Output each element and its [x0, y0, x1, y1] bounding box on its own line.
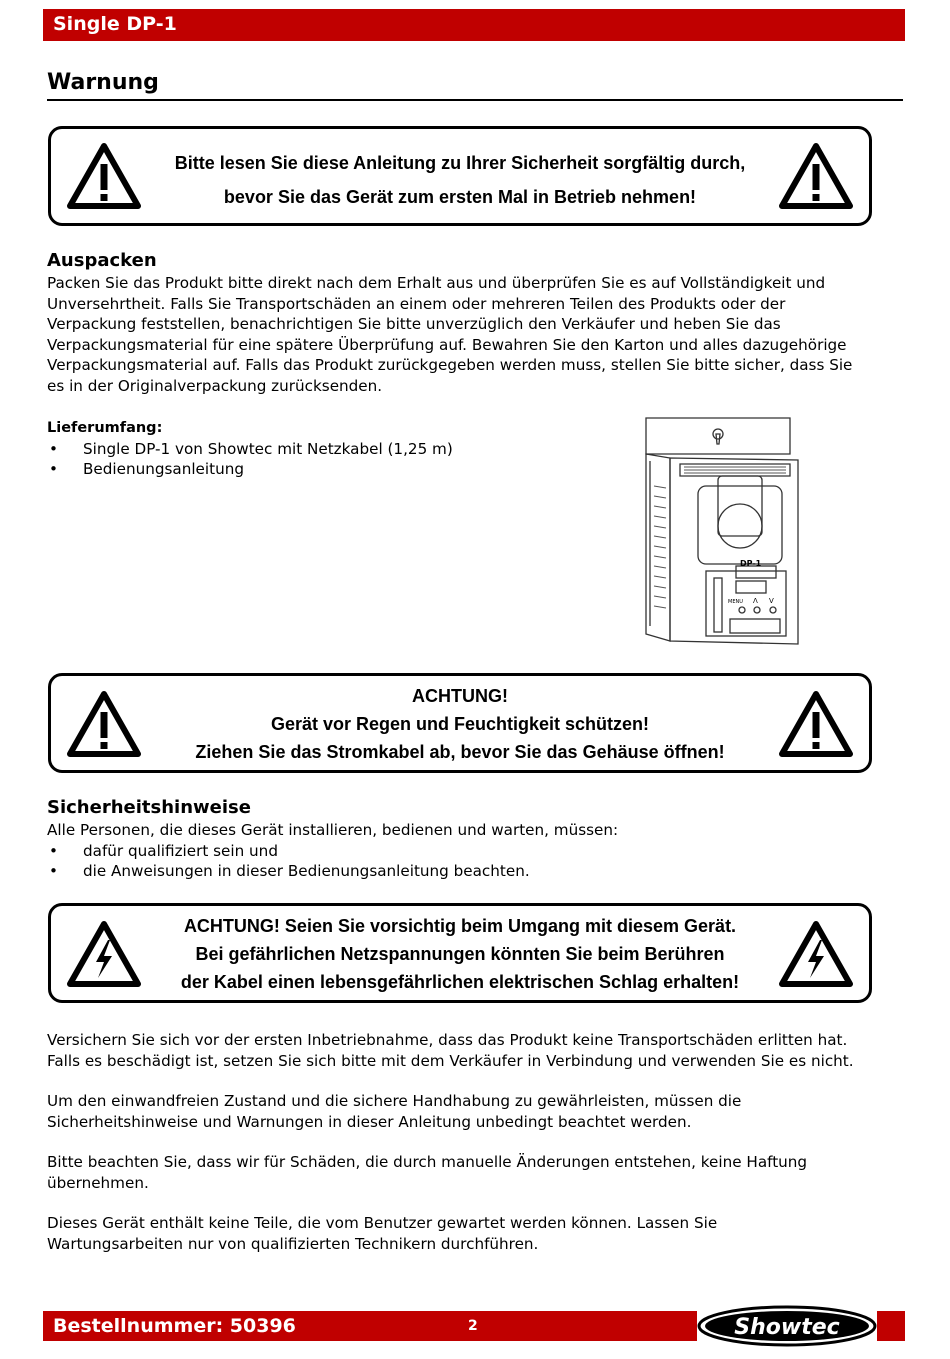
header-title: Single DP-1 [53, 13, 177, 35]
scope-title: Lieferumfang: [47, 420, 163, 436]
paragraph-line: übernehmen. [47, 1173, 149, 1192]
electric-hazard-icon [66, 920, 142, 988]
device-model-label: DP-1 [740, 559, 762, 568]
logo-text: Showtec [734, 1315, 840, 1340]
warning-box-read-manual [48, 126, 872, 226]
paragraph-line: Bitte beachten Sie, dass wir für Schäden, die durch manuelle Änderungen entstehen, keine Haftung [47, 1153, 808, 1171]
warning-triangle-icon [778, 142, 854, 210]
page-number: 2 [468, 1318, 478, 1334]
warning-box-moisture [48, 673, 872, 773]
paragraph-line: Wartungsarbeiten nur von qualifizierten Technikern durchführen. [47, 1234, 539, 1253]
warning-box-electric [48, 903, 872, 1003]
device-down-label: V [769, 597, 774, 605]
electric-hazard-icon [778, 920, 854, 988]
paragraph-line: Sicherheitshinweise und Warnungen in dieser Anleitung unbedingt beachtet werden. [47, 1112, 692, 1131]
paragraph-liability [47, 1152, 907, 1193]
header-bar [43, 9, 905, 41]
section-title: Warnung [47, 70, 159, 95]
unpacking-line: Verpackungsmaterial für eine spätere Überprüfung auf. Bewahren Sie den Karton und alles dazugehörige [47, 335, 847, 354]
safety-title: Sicherheitshinweise [47, 797, 251, 818]
device-menu-label: MENU [728, 599, 743, 605]
list-item: • dafür qualifiziert sein und [47, 841, 618, 862]
unpacking-title: Auspacken [47, 250, 157, 271]
device-illustration [640, 416, 810, 654]
warning-triangle-icon [66, 142, 142, 210]
list-item: • Bedienungsanleitung [47, 459, 453, 480]
warning3-line1: ACHTUNG! Seien Sie vorsichtig beim Umgang mit diesem Gerät. [183, 916, 737, 936]
warning1-line1: Bitte lesen Sie diese Anleitung zu Ihrer Sicherheit sorgfältig durch, [174, 153, 746, 173]
list-item: • die Anweisungen in dieser Bedienungsanleitung beachten. [47, 861, 618, 882]
paragraph-line: Versichern Sie sich vor der ersten Inbetriebnahme, dass das Produkt keine Transportschäden erlitten hat. [47, 1031, 848, 1049]
warning1-line2: bevor Sie das Gerät zum ersten Mal in Betrieb nehmen! [223, 187, 697, 207]
order-number: Bestellnummer: 50396 [53, 1315, 296, 1337]
warning2-line3: Ziehen Sie das Stromkabel ab, bevor Sie das Gehäuse öffnen! [195, 742, 725, 762]
paragraph-line: Falls es beschädigt ist, setzen Sie sich bitte mit dem Verkäufer in Verbindung und verwenden Sie es nicht. [47, 1051, 854, 1070]
unpacking-line: Verpackung feststellen, benachrichtigen Sie bitte unverzüglich den Verkäufer und heben Sie das [47, 315, 781, 334]
showtec-logo [697, 1305, 877, 1347]
scope-list [47, 418, 453, 480]
warning3-line3: der Kabel einen lebensgefährlichen elektrischen Schlag erhalten! [180, 972, 740, 992]
paragraph-line: Um den einwandfreien Zustand und die sichere Handhabung zu gewährleisten, müssen die [47, 1092, 742, 1110]
device-up-label: Λ [753, 597, 758, 605]
paragraph-line: Dieses Gerät enthält keine Teile, die vom Benutzer gewartet werden können. Lassen Sie [47, 1214, 718, 1232]
list-item: • Single DP-1 von Showtec mit Netzkabel (1,25 m) [47, 439, 453, 460]
unpacking-line: Unversehrtheit. Falls Sie Transportschäden an einem oder mehreren Teilen des Produkts oder der [47, 294, 786, 313]
section-rule [47, 99, 903, 101]
warning-triangle-icon [66, 690, 142, 758]
warning2-line1: ACHTUNG! [412, 686, 508, 706]
warning3-line2: Bei gefährlichen Netzspannungen könnten Sie beim Berühren [195, 944, 725, 964]
safety-intro: Alle Personen, die dieses Gerät installieren, bedienen und warten, müssen: [47, 821, 619, 839]
warning2-line2: Gerät vor Regen und Feuchtigkeit schützen! [270, 714, 650, 734]
warning-triangle-icon [778, 690, 854, 758]
paragraph-safety-notes [47, 1091, 907, 1132]
unpacking-line: Verpackungsmaterial auf. Falls das Produkt zurückgegeben werden muss, stellen Sie bitte sicher, dass Sie [47, 356, 853, 375]
unpacking-line: es in der Originalverpackung zurücksenden. [47, 376, 383, 395]
paragraph-inspection [47, 1030, 907, 1071]
paragraph-maintenance [47, 1213, 907, 1254]
safety-list [47, 820, 618, 882]
unpacking-line: Packen Sie das Produkt bitte direkt nach dem Erhalt aus und überprüfen Sie es auf Vollständigkeit und [47, 274, 826, 292]
unpacking-paragraph [47, 273, 907, 397]
